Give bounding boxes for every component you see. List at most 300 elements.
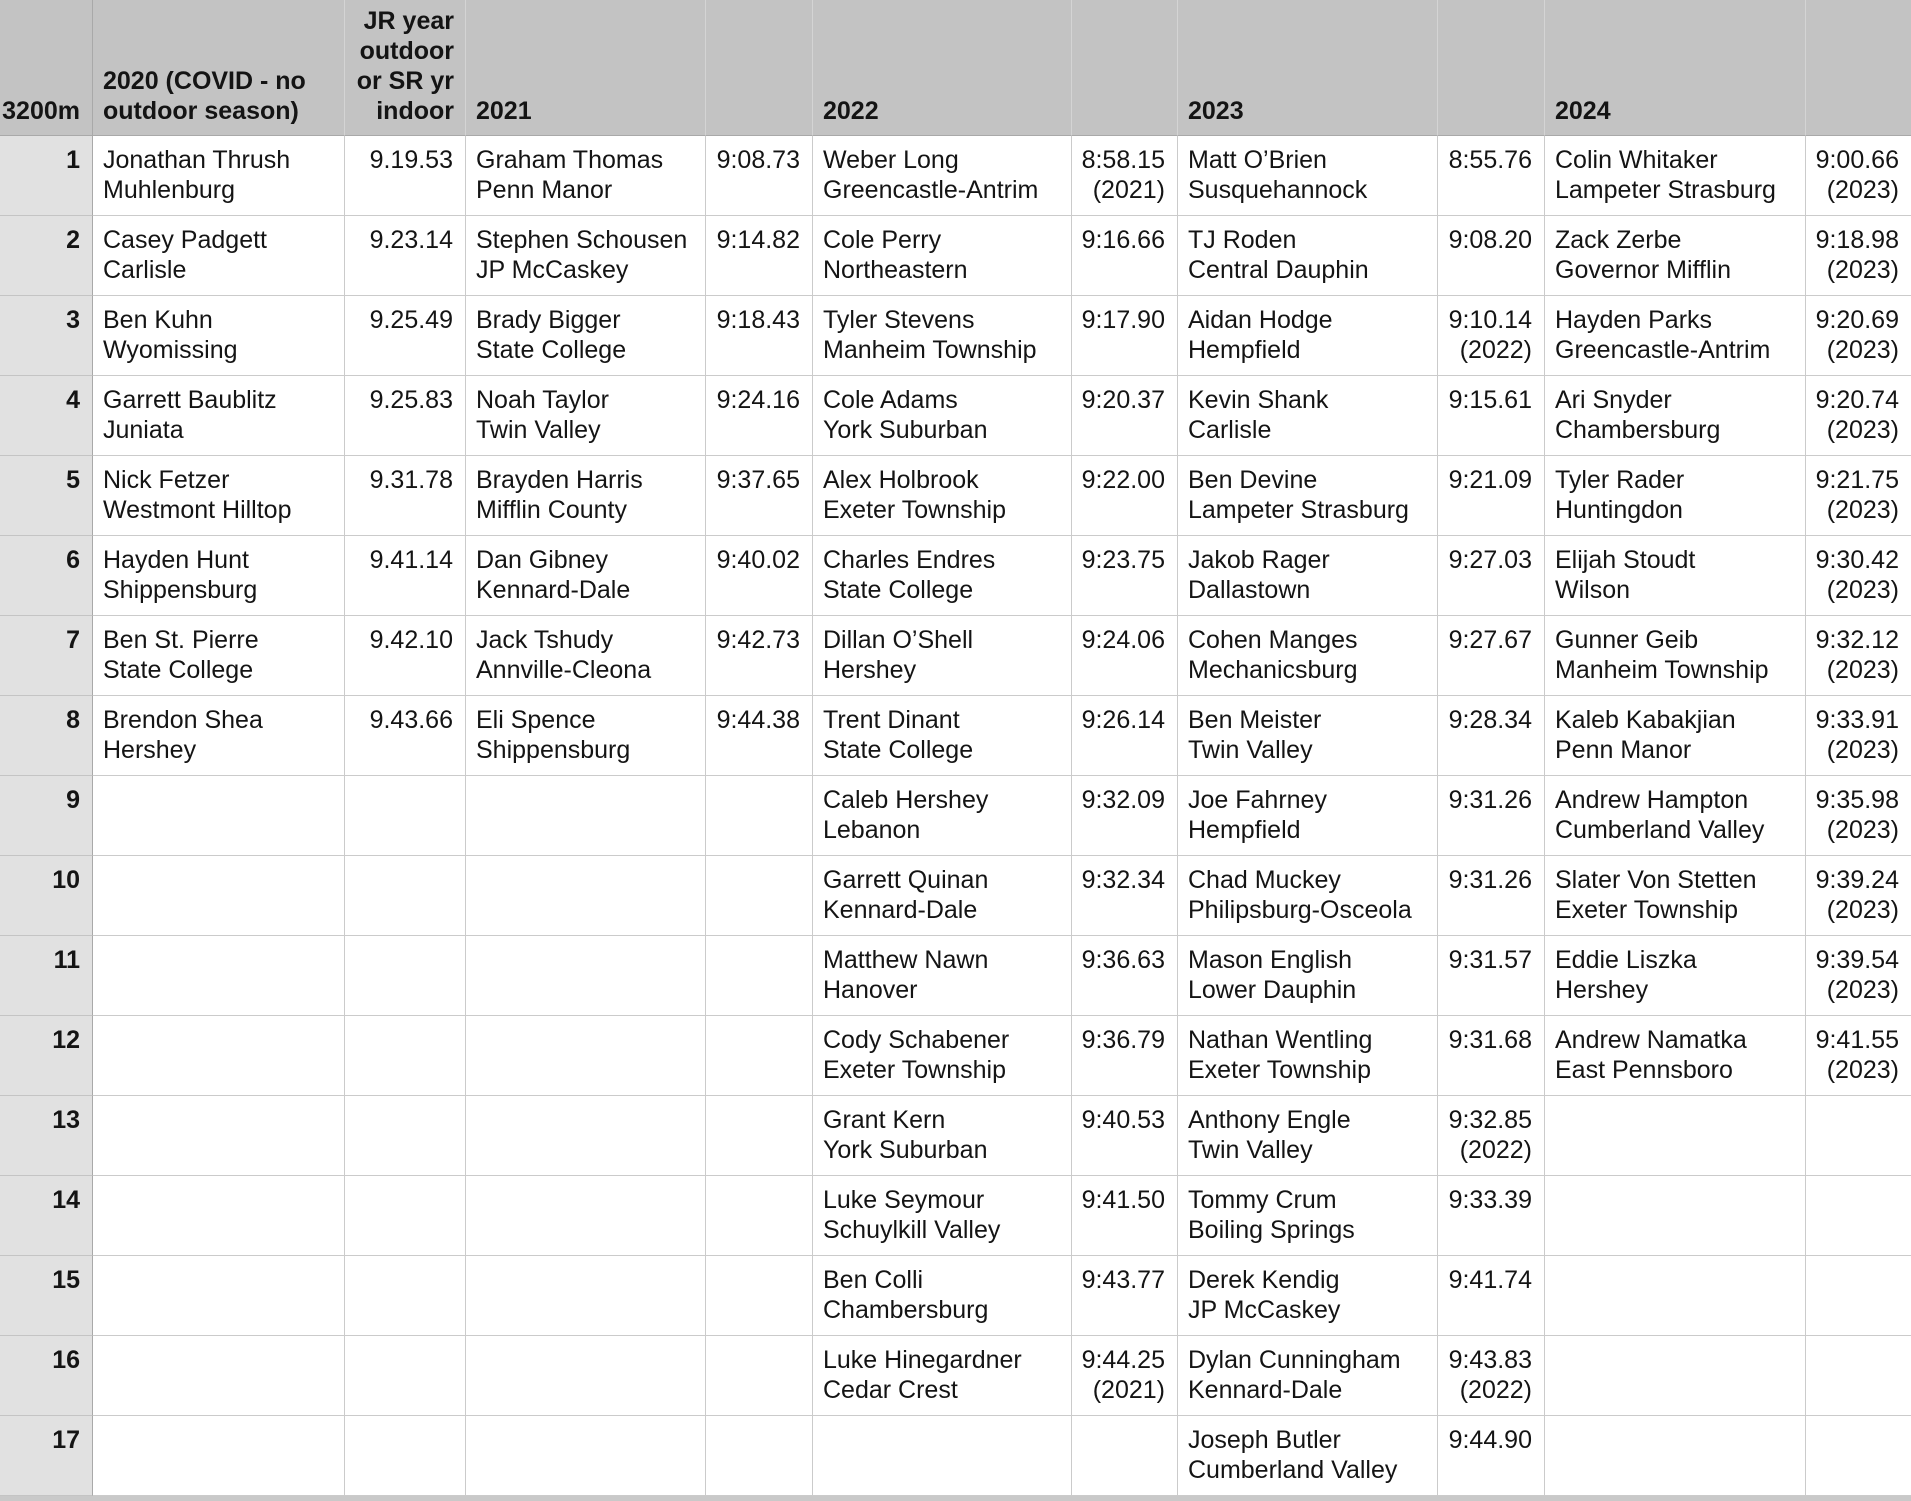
athlete-name: Dan Gibney — [476, 546, 609, 574]
athlete-cell[interactable] — [466, 216, 706, 296]
athlete-cell[interactable] — [1178, 696, 1438, 776]
time-cell[interactable] — [706, 136, 813, 216]
empty-cell[interactable] — [345, 1016, 466, 1096]
time-cell[interactable] — [1438, 1096, 1545, 1176]
rank-number: 16 — [52, 1346, 80, 1374]
athlete-name: Tommy Crum — [1188, 1186, 1337, 1214]
rank-cell[interactable] — [0, 856, 93, 936]
athlete-name: Joe Fahrney — [1188, 786, 1327, 814]
time-cell[interactable] — [706, 216, 813, 296]
empty-cell[interactable] — [1806, 1416, 1911, 1496]
school-name: Muhlenburg — [103, 176, 236, 204]
school-name: Northeastern — [823, 256, 968, 284]
table-body — [0, 136, 1911, 1496]
empty-cell[interactable] — [466, 776, 706, 856]
athlete-name: Tyler Rader — [1555, 466, 1685, 494]
athlete-cell[interactable] — [1178, 856, 1438, 936]
empty-cell[interactable] — [813, 1416, 1072, 1496]
athlete-cell[interactable] — [813, 696, 1072, 776]
athlete-cell[interactable] — [1545, 616, 1806, 696]
time-value: 8:58.15 — [1081, 146, 1165, 174]
time-cell[interactable] — [1072, 696, 1178, 776]
athlete-cell[interactable] — [1545, 136, 1806, 216]
column-heading-2022: 2022 — [823, 97, 879, 125]
time-cell[interactable] — [1806, 456, 1911, 536]
rank-cell[interactable] — [0, 136, 93, 216]
athlete-cell[interactable] — [1545, 776, 1806, 856]
athlete-cell[interactable] — [93, 696, 345, 776]
time-cell[interactable] — [1072, 536, 1178, 616]
athlete-name: Stephen Schousen — [476, 226, 688, 254]
time-value: 9.43.66 — [369, 706, 453, 734]
athlete-cell[interactable] — [1178, 936, 1438, 1016]
school-name: Westmont Hilltop — [103, 496, 292, 524]
time-cell[interactable] — [1806, 536, 1911, 616]
time-cell[interactable] — [1438, 936, 1545, 1016]
rank-cell[interactable] — [0, 776, 93, 856]
athlete-name: Jack Tshudy — [476, 626, 614, 654]
empty-cell[interactable] — [706, 856, 813, 936]
time-cell[interactable] — [706, 536, 813, 616]
athlete-cell[interactable] — [1178, 136, 1438, 216]
athlete-cell[interactable] — [466, 696, 706, 776]
header-cell-2022-time[interactable] — [1072, 0, 1178, 136]
athlete-name: Graham Thomas — [476, 146, 664, 174]
empty-cell[interactable] — [345, 1336, 466, 1416]
athlete-cell[interactable] — [1178, 1416, 1438, 1496]
empty-cell[interactable] — [345, 856, 466, 936]
athlete-cell[interactable] — [1545, 696, 1806, 776]
header-cell-2021[interactable] — [466, 0, 706, 136]
time-cell[interactable] — [1438, 536, 1545, 616]
athlete-cell[interactable] — [813, 376, 1072, 456]
athlete-cell[interactable] — [1178, 1256, 1438, 1336]
time-cell[interactable] — [1438, 1256, 1545, 1336]
empty-cell[interactable] — [466, 1096, 706, 1176]
time-cell[interactable] — [1806, 216, 1911, 296]
athlete-name: Eli Spence — [476, 706, 596, 734]
empty-cell[interactable] — [345, 1256, 466, 1336]
athlete-name: Kaleb Kabakjian — [1555, 706, 1736, 734]
time-cell[interactable] — [1438, 1416, 1545, 1496]
time-cell[interactable] — [345, 136, 466, 216]
time-cell[interactable] — [1806, 296, 1911, 376]
empty-cell[interactable] — [93, 1176, 345, 1256]
athlete-cell[interactable] — [1178, 1016, 1438, 1096]
time-value: 9:08.73 — [716, 146, 800, 174]
header-cell-2020[interactable] — [93, 0, 345, 136]
athlete-name: Hayden Parks — [1555, 306, 1713, 334]
athlete-name: Andrew Namatka — [1555, 1026, 1747, 1054]
athlete-cell[interactable] — [813, 1176, 1072, 1256]
athlete-cell[interactable] — [1545, 456, 1806, 536]
athlete-cell[interactable] — [1178, 216, 1438, 296]
athlete-cell[interactable] — [813, 856, 1072, 936]
empty-cell[interactable] — [345, 776, 466, 856]
athlete-cell[interactable] — [1545, 536, 1806, 616]
time-cell[interactable] — [1072, 616, 1178, 696]
school-name: Schuylkill Valley — [823, 1216, 1001, 1244]
empty-cell[interactable] — [466, 1256, 706, 1336]
empty-cell[interactable] — [706, 1096, 813, 1176]
rank-cell[interactable] — [0, 456, 93, 536]
time-cell[interactable] — [1438, 856, 1545, 936]
athlete-cell[interactable] — [813, 776, 1072, 856]
header-cell-2022[interactable] — [813, 0, 1072, 136]
school-name: Central Dauphin — [1188, 256, 1369, 284]
empty-cell[interactable] — [1545, 1176, 1806, 1256]
athlete-name: Anthony Engle — [1188, 1106, 1351, 1134]
time-cell[interactable] — [345, 296, 466, 376]
empty-cell[interactable] — [466, 1176, 706, 1256]
time-cell[interactable] — [1806, 856, 1911, 936]
time-value: 9:40.02 — [716, 546, 800, 574]
athlete-cell[interactable] — [813, 1016, 1072, 1096]
time-cell[interactable] — [1072, 1096, 1178, 1176]
time-cell[interactable] — [345, 616, 466, 696]
athlete-cell[interactable] — [1545, 376, 1806, 456]
school-name: York Suburban — [823, 416, 988, 444]
school-name: Exeter Township — [823, 1056, 1006, 1084]
time-cell[interactable] — [1438, 696, 1545, 776]
athlete-cell[interactable] — [1178, 1336, 1438, 1416]
time-value: 9:33.39 — [1448, 1186, 1532, 1214]
time-value: 9:23.75 — [1081, 546, 1165, 574]
athlete-name: Luke Hinegardner — [823, 1346, 1022, 1374]
empty-cell[interactable] — [345, 1416, 466, 1496]
table-row — [0, 216, 1911, 296]
rank-cell[interactable] — [0, 1176, 93, 1256]
athlete-name: Kevin Shank — [1188, 386, 1329, 414]
empty-cell[interactable] — [93, 1256, 345, 1336]
time-value: 9:16.66 — [1081, 226, 1165, 254]
time-cell[interactable] — [1072, 856, 1178, 936]
empty-cell[interactable] — [1806, 1096, 1911, 1176]
athlete-cell[interactable] — [93, 136, 345, 216]
time-year-note: (2023) — [1826, 496, 1899, 524]
school-name: Annville-Cleona — [476, 656, 652, 684]
school-name: Penn Manor — [476, 176, 613, 204]
school-name: Lampeter Strasburg — [1188, 496, 1409, 524]
athlete-cell[interactable] — [813, 136, 1072, 216]
athlete-cell[interactable] — [813, 456, 1072, 536]
time-cell[interactable] — [1806, 1016, 1911, 1096]
table-row — [0, 1256, 1911, 1336]
athlete-name: Matthew Nawn — [823, 946, 989, 974]
empty-cell[interactable] — [1806, 1176, 1911, 1256]
empty-cell[interactable] — [706, 1016, 813, 1096]
header-cell-2024-time[interactable] — [1806, 0, 1911, 136]
time-value: 9:21.09 — [1448, 466, 1532, 494]
rank-cell[interactable] — [0, 936, 93, 1016]
empty-cell[interactable] — [345, 936, 466, 1016]
rank-cell[interactable] — [0, 296, 93, 376]
time-cell[interactable] — [345, 536, 466, 616]
time-year-note: (2023) — [1826, 896, 1899, 924]
athlete-cell[interactable] — [466, 456, 706, 536]
athlete-cell[interactable] — [1178, 536, 1438, 616]
time-cell[interactable] — [706, 296, 813, 376]
time-cell[interactable] — [1438, 456, 1545, 536]
rank-number: 14 — [52, 1186, 80, 1214]
empty-cell[interactable] — [706, 1416, 813, 1496]
rank-cell[interactable] — [0, 1016, 93, 1096]
time-cell[interactable] — [1806, 936, 1911, 1016]
time-cell[interactable] — [1072, 376, 1178, 456]
time-value: 9:33.91 — [1815, 706, 1899, 734]
time-cell[interactable] — [1806, 616, 1911, 696]
empty-cell[interactable] — [1545, 1336, 1806, 1416]
time-cell[interactable] — [1438, 616, 1545, 696]
athlete-cell[interactable] — [93, 616, 345, 696]
athlete-cell[interactable] — [1178, 296, 1438, 376]
empty-cell[interactable] — [466, 1336, 706, 1416]
table-row — [0, 856, 1911, 936]
time-value: 9:36.79 — [1081, 1026, 1165, 1054]
rank-cell[interactable] — [0, 696, 93, 776]
empty-cell[interactable] — [706, 936, 813, 1016]
athlete-cell[interactable] — [813, 296, 1072, 376]
time-value: 9.25.83 — [369, 386, 453, 414]
table-row — [0, 1416, 1911, 1496]
school-name: Dallastown — [1188, 576, 1311, 604]
athlete-cell[interactable] — [813, 1256, 1072, 1336]
time-value: 9:44.90 — [1448, 1426, 1532, 1454]
athlete-name: Brendon Shea — [103, 706, 263, 734]
athlete-cell[interactable] — [466, 296, 706, 376]
school-name: Exeter Township — [1555, 896, 1738, 924]
empty-cell[interactable] — [706, 1176, 813, 1256]
rank-cell[interactable] — [0, 1096, 93, 1176]
empty-cell[interactable] — [1545, 1416, 1806, 1496]
school-name: Kennard-Dale — [1188, 1376, 1343, 1404]
time-value: 9:32.12 — [1815, 626, 1899, 654]
time-value: 9.31.78 — [369, 466, 453, 494]
athlete-cell[interactable] — [813, 616, 1072, 696]
header-cell-2020-time[interactable] — [345, 0, 466, 136]
time-cell[interactable] — [1072, 296, 1178, 376]
rank-cell[interactable] — [0, 216, 93, 296]
empty-cell[interactable] — [93, 1336, 345, 1416]
school-name: Chambersburg — [1555, 416, 1721, 444]
time-value: 9:20.74 — [1815, 386, 1899, 414]
empty-cell[interactable] — [706, 1256, 813, 1336]
time-cell[interactable] — [706, 696, 813, 776]
school-name: Shippensburg — [476, 736, 631, 764]
athlete-name: Casey Padgett — [103, 226, 267, 254]
athlete-name: Dylan Cunningham — [1188, 1346, 1401, 1374]
school-name: Kennard-Dale — [823, 896, 978, 924]
athlete-cell[interactable] — [1178, 376, 1438, 456]
time-cell[interactable] — [706, 376, 813, 456]
time-value: 9:31.68 — [1448, 1026, 1532, 1054]
athlete-name: Chad Muckey — [1188, 866, 1341, 894]
time-cell[interactable] — [1806, 696, 1911, 776]
time-cell[interactable] — [1438, 136, 1545, 216]
athlete-cell[interactable] — [813, 1336, 1072, 1416]
empty-cell[interactable] — [466, 1016, 706, 1096]
school-name: Huntingdon — [1555, 496, 1683, 524]
time-cell[interactable] — [345, 216, 466, 296]
athlete-cell[interactable] — [93, 376, 345, 456]
time-value: 9:42.73 — [716, 626, 800, 654]
rank-number: 1 — [66, 146, 80, 174]
rank-cell[interactable] — [0, 1336, 93, 1416]
header-corner-cell[interactable] — [0, 0, 93, 136]
empty-cell[interactable] — [466, 1416, 706, 1496]
empty-cell[interactable] — [1072, 1416, 1178, 1496]
time-cell[interactable] — [1806, 136, 1911, 216]
empty-cell[interactable] — [93, 856, 345, 936]
rank-number: 8 — [66, 706, 80, 734]
time-cell[interactable] — [706, 616, 813, 696]
time-cell[interactable] — [1438, 1016, 1545, 1096]
school-name: Manheim Township — [823, 336, 1037, 364]
empty-cell[interactable] — [93, 936, 345, 1016]
time-cell[interactable] — [1072, 1176, 1178, 1256]
athlete-cell[interactable] — [1545, 1016, 1806, 1096]
athlete-name: Charles Endres — [823, 546, 996, 574]
school-name: State College — [823, 736, 974, 764]
rank-cell[interactable] — [0, 616, 93, 696]
time-cell[interactable] — [1806, 776, 1911, 856]
athlete-name: Joseph Butler — [1188, 1426, 1341, 1454]
header-cell-2023-time[interactable] — [1438, 0, 1545, 136]
time-cell[interactable] — [1072, 456, 1178, 536]
athlete-name: Noah Taylor — [476, 386, 609, 414]
time-value: 9:24.06 — [1081, 626, 1165, 654]
athlete-name: Garrett Quinan — [823, 866, 989, 894]
athlete-cell[interactable] — [813, 936, 1072, 1016]
time-cell[interactable] — [1072, 1336, 1178, 1416]
athlete-name: Ben St. Pierre — [103, 626, 259, 654]
header-cell-2024[interactable] — [1545, 0, 1806, 136]
school-name: JP McCaskey — [1188, 1296, 1341, 1324]
table-row — [0, 296, 1911, 376]
school-name: Wilson — [1555, 576, 1631, 604]
time-cell[interactable] — [1438, 776, 1545, 856]
athlete-cell[interactable] — [813, 1096, 1072, 1176]
athlete-cell[interactable] — [93, 536, 345, 616]
athlete-cell[interactable] — [93, 216, 345, 296]
empty-cell[interactable] — [345, 1176, 466, 1256]
empty-cell[interactable] — [1545, 1256, 1806, 1336]
time-cell[interactable] — [345, 456, 466, 536]
empty-cell[interactable] — [706, 1336, 813, 1416]
athlete-name: Nick Fetzer — [103, 466, 230, 494]
empty-cell[interactable] — [345, 1096, 466, 1176]
athlete-cell[interactable] — [1178, 616, 1438, 696]
time-value: 9:36.63 — [1081, 946, 1165, 974]
time-cell[interactable] — [1438, 296, 1545, 376]
empty-cell[interactable] — [93, 776, 345, 856]
time-cell[interactable] — [1072, 776, 1178, 856]
table-row — [0, 536, 1911, 616]
athlete-cell[interactable] — [466, 536, 706, 616]
time-cell[interactable] — [345, 696, 466, 776]
time-cell[interactable] — [1438, 376, 1545, 456]
time-value: 9:14.82 — [716, 226, 800, 254]
athlete-cell[interactable] — [813, 216, 1072, 296]
athlete-cell[interactable] — [1178, 1176, 1438, 1256]
rank-number: 2 — [66, 226, 80, 254]
empty-cell[interactable] — [1806, 1256, 1911, 1336]
time-cell[interactable] — [1072, 136, 1178, 216]
athlete-cell[interactable] — [1545, 856, 1806, 936]
time-value: 9:35.98 — [1815, 786, 1899, 814]
empty-cell[interactable] — [466, 856, 706, 936]
time-year-note: (2022) — [1459, 1136, 1532, 1164]
athlete-name: Gunner Geib — [1555, 626, 1699, 654]
athlete-cell[interactable] — [466, 376, 706, 456]
athlete-cell[interactable] — [1545, 936, 1806, 1016]
header-cell-2021-time[interactable] — [706, 0, 813, 136]
time-cell[interactable] — [345, 376, 466, 456]
time-cell[interactable] — [1438, 216, 1545, 296]
empty-cell[interactable] — [93, 1416, 345, 1496]
athlete-cell[interactable] — [93, 456, 345, 536]
athlete-cell[interactable] — [1178, 776, 1438, 856]
time-cell[interactable] — [1438, 1176, 1545, 1256]
school-name: Philipsburg-Osceola — [1188, 896, 1412, 924]
column-heading-2020-time: JR year outdoor or SR yr indoor — [356, 7, 454, 125]
empty-cell[interactable] — [93, 1096, 345, 1176]
empty-cell[interactable] — [706, 776, 813, 856]
rank-cell[interactable] — [0, 536, 93, 616]
athlete-name: Cody Schabener — [823, 1026, 1010, 1054]
rank-cell[interactable] — [0, 376, 93, 456]
athlete-cell[interactable] — [1178, 1096, 1438, 1176]
athlete-cell[interactable] — [466, 616, 706, 696]
time-value: 8:55.76 — [1448, 146, 1532, 174]
athlete-cell[interactable] — [1178, 456, 1438, 536]
rank-cell[interactable] — [0, 1256, 93, 1336]
rank-number: 9 — [66, 786, 80, 814]
time-value: 9:21.75 — [1815, 466, 1899, 494]
athlete-cell[interactable] — [1545, 216, 1806, 296]
rank-cell[interactable] — [0, 1416, 93, 1496]
school-name: East Pennsboro — [1555, 1056, 1733, 1084]
header-cell-2023[interactable] — [1178, 0, 1438, 136]
athlete-cell[interactable] — [466, 136, 706, 216]
time-cell[interactable] — [1072, 1016, 1178, 1096]
rank-number: 3 — [66, 306, 80, 334]
empty-cell[interactable] — [466, 936, 706, 1016]
time-value: 9.42.10 — [369, 626, 453, 654]
school-name: Carlisle — [103, 256, 187, 284]
time-cell[interactable] — [1806, 376, 1911, 456]
time-cell[interactable] — [1438, 1336, 1545, 1416]
time-cell[interactable] — [1072, 1256, 1178, 1336]
athlete-name: Ben Kuhn — [103, 306, 213, 334]
athlete-cell[interactable] — [93, 296, 345, 376]
empty-cell[interactable] — [93, 1016, 345, 1096]
time-value: 9:44.38 — [716, 706, 800, 734]
time-value: 9:32.34 — [1081, 866, 1165, 894]
time-cell[interactable] — [706, 456, 813, 536]
school-name: Greencastle-Antrim — [1555, 336, 1771, 364]
time-cell[interactable] — [1072, 216, 1178, 296]
empty-cell[interactable] — [1545, 1096, 1806, 1176]
time-cell[interactable] — [1072, 936, 1178, 1016]
empty-cell[interactable] — [1806, 1336, 1911, 1416]
athlete-name: Ben Meister — [1188, 706, 1322, 734]
athlete-cell[interactable] — [813, 536, 1072, 616]
school-name: Governor Mifflin — [1555, 256, 1731, 284]
athlete-cell[interactable] — [1545, 296, 1806, 376]
time-year-note: (2023) — [1826, 816, 1899, 844]
athlete-name: Zack Zerbe — [1555, 226, 1682, 254]
